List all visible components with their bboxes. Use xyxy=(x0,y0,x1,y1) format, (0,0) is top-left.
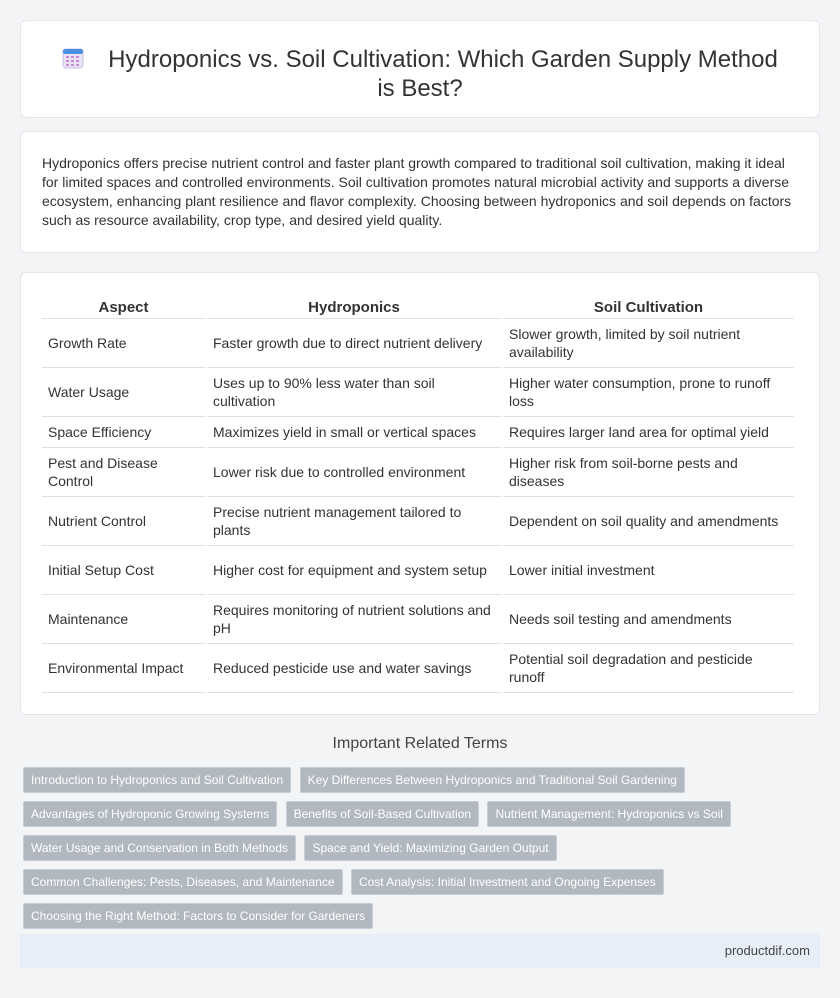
header-hydroponics: Hydroponics xyxy=(207,295,501,319)
cell-hydroponics: Higher cost for equipment and system setup xyxy=(207,546,501,595)
cell-aspect: Nutrient Control xyxy=(42,497,205,546)
table-row xyxy=(42,546,794,595)
cell-aspect: Environmental Impact xyxy=(42,644,205,693)
footer-site-link[interactable]: productdif.com xyxy=(724,943,810,958)
table-row xyxy=(42,319,794,368)
cell-aspect: Pest and Disease Control xyxy=(42,448,205,497)
cell-hydroponics: Uses up to 90% less water than soil cultivation xyxy=(207,368,501,417)
related-term-tag[interactable]: Cost Analysis: Initial Investment and Ongoing Expenses xyxy=(351,869,664,895)
comparison-card xyxy=(20,272,820,715)
related-terms-title: Important Related Terms xyxy=(332,735,508,752)
cell-soil: Slower growth, limited by soil nutrient availability xyxy=(503,319,794,368)
table-row xyxy=(42,368,794,417)
cell-hydroponics: Lower risk due to controlled environment xyxy=(207,448,501,497)
table-header-row xyxy=(42,295,794,319)
calendar-icon xyxy=(62,47,84,69)
table-row xyxy=(42,595,794,644)
cell-hydroponics: Precise nutrient management tailored to plants xyxy=(207,497,501,546)
comparison-table xyxy=(40,295,796,693)
intro-paragraph: Hydroponics offers precise nutrient control and faster plant growth compared to traditional soil cultivation, making it ideal for limited spaces and controlled environments. Soil cultivation promotes natural microbial activity and supports a diverse ecosystem, enhancing plant resilience and flavor complexity. Choosing between hydroponics and soil depends on factors such as resource availability, crop type, and desired yield quality. xyxy=(42,155,792,228)
cell-hydroponics: Requires monitoring of nutrient solutions and pH xyxy=(207,595,501,644)
related-term-tag[interactable]: Water Usage and Conservation in Both Methods xyxy=(23,835,296,861)
cell-soil: Potential soil degradation and pesticide runoff xyxy=(503,644,794,693)
header-card xyxy=(20,20,820,118)
header-soil: Soil Cultivation xyxy=(503,295,794,319)
page-title-text: Hydroponics vs. Soil Cultivation: Which Garden Supply Method is Best? xyxy=(108,46,778,102)
intro-card xyxy=(20,131,820,253)
cell-hydroponics: Reduced pesticide use and water savings xyxy=(207,644,501,693)
related-term-tag[interactable]: Introduction to Hydroponics and Soil Cultivation xyxy=(23,767,291,793)
related-term-tag[interactable]: Choosing the Right Method: Factors to Consider for Gardeners xyxy=(23,903,373,929)
cell-soil: Higher risk from soil-borne pests and diseases xyxy=(503,448,794,497)
header-aspect: Aspect xyxy=(42,295,205,319)
cell-soil: Requires larger land area for optimal yield xyxy=(503,417,794,448)
cell-soil: Lower initial investment xyxy=(503,546,794,595)
related-term-tag[interactable]: Key Differences Between Hydroponics and Traditional Soil Gardening xyxy=(300,767,685,793)
cell-hydroponics: Maximizes yield in small or vertical spaces xyxy=(207,417,501,448)
page-title xyxy=(61,45,779,103)
related-term-tag[interactable]: Advantages of Hydroponic Growing Systems xyxy=(23,801,277,827)
cell-soil: Needs soil testing and amendments xyxy=(503,595,794,644)
table-row xyxy=(42,448,794,497)
related-terms-list xyxy=(23,767,820,937)
table-row xyxy=(42,644,794,693)
cell-soil: Higher water consumption, prone to runoff loss xyxy=(503,368,794,417)
cell-hydroponics: Faster growth due to direct nutrient delivery xyxy=(207,319,501,368)
cell-aspect: Growth Rate xyxy=(42,319,205,368)
table-row xyxy=(42,417,794,448)
related-term-tag[interactable]: Common Challenges: Pests, Diseases, and Maintenance xyxy=(23,869,343,895)
table-row xyxy=(42,497,794,546)
cell-aspect: Initial Setup Cost xyxy=(42,546,205,595)
related-term-tag[interactable]: Space and Yield: Maximizing Garden Output xyxy=(304,835,556,861)
cell-aspect: Space Efficiency xyxy=(42,417,205,448)
related-term-tag[interactable]: Benefits of Soil-Based Cultivation xyxy=(286,801,479,827)
footer xyxy=(20,934,820,968)
cell-aspect: Maintenance xyxy=(42,595,205,644)
cell-aspect: Water Usage xyxy=(42,368,205,417)
related-term-tag[interactable]: Nutrient Management: Hydroponics vs Soil xyxy=(487,801,730,827)
cell-soil: Dependent on soil quality and amendments xyxy=(503,497,794,546)
